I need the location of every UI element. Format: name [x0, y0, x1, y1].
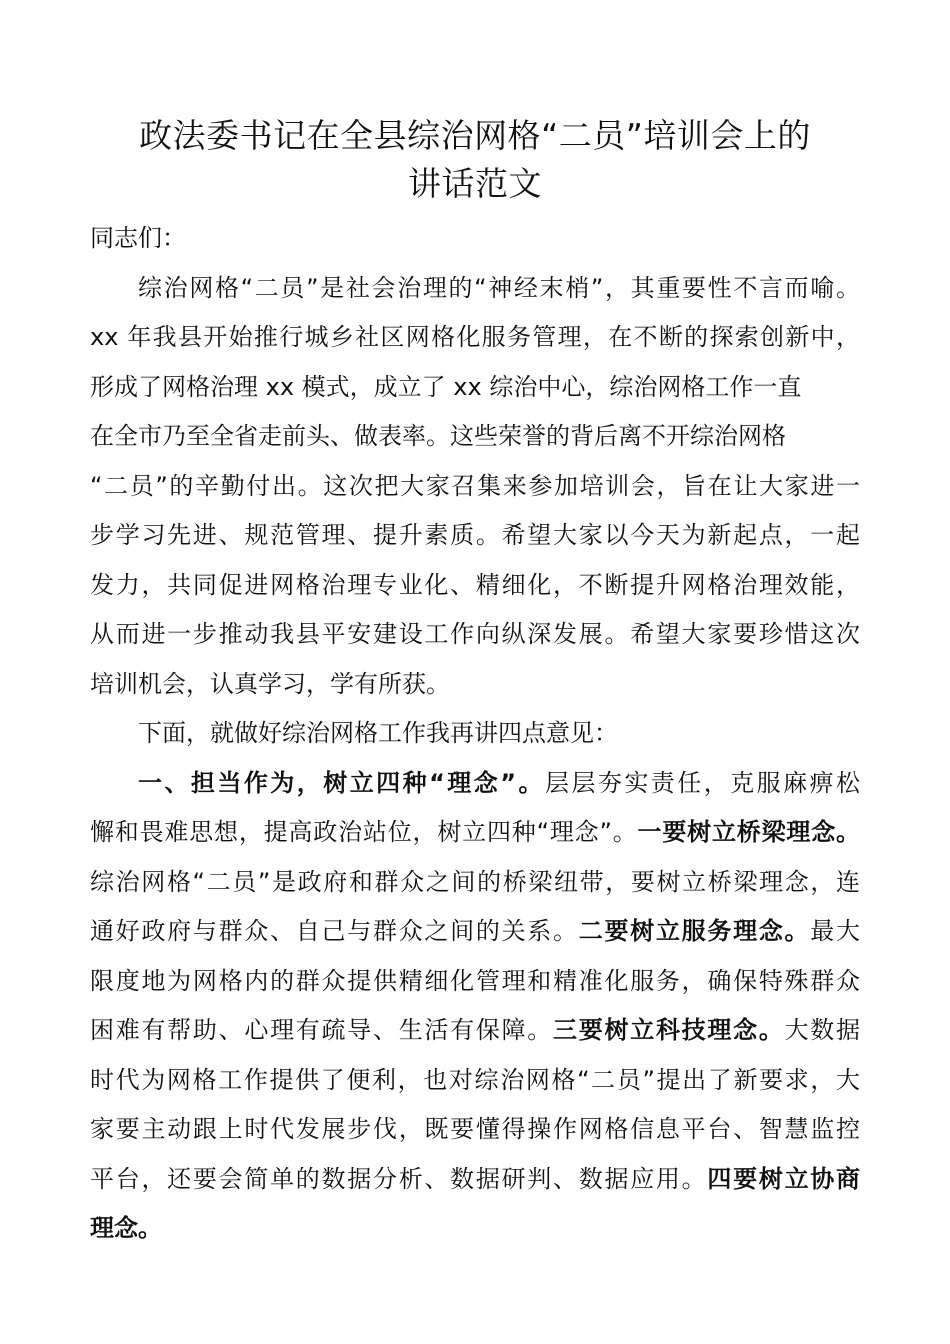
paragraph-line: 形成了网格治理 xx 模式，成立了 xx 综治中心，综治网格工作一直	[90, 372, 802, 401]
section-one	[90, 759, 860, 1254]
section-text: 平台，还要会简单的数据分析、数据研判、数据应用。	[90, 1164, 708, 1193]
document-page	[90, 112, 860, 1254]
paragraph-line: 综治网格“二员”是社会治理的“神经末梢”，其重要性不言而喻。	[138, 273, 860, 302]
section-line	[90, 808, 860, 858]
section-text: 层层夯实责任，克服麻痹松	[544, 768, 860, 797]
section-heading: 一、担当作为，树立四种“理念”。	[138, 768, 545, 797]
section-line	[90, 759, 860, 809]
section-line	[90, 1155, 860, 1205]
paragraph-line: 步学习先进、规范管理、提升素质。希望大家以今天为新起点，一起	[90, 521, 860, 549]
paragraph-line: 从而进一步推动我县平安建设工作向纵深发展。希望大家要珍惜这次	[90, 620, 860, 648]
paragraph-line: 在全市乃至全省走前头、做表率。这些荣誉的背后离不开综治网格	[90, 422, 786, 450]
paragraph-intro-points: 下面，就做好综治网格工作我再讲四点意见：	[138, 719, 618, 747]
section-line: 限度地为网格内的群众提供精细化管理和精准化服务，确保特殊群众	[90, 966, 860, 995]
document-title	[90, 112, 860, 208]
section-line: 时代为网格工作提供了便利，也对综治网格“二员”提出了新要求，大	[90, 1065, 860, 1094]
section-line	[90, 1006, 860, 1056]
section-line	[90, 1204, 860, 1254]
point-consultation-heading: 四要树立协商	[707, 1164, 860, 1193]
paragraph-line: “二员”的辛勤付出。这次把大家召集来参加培训会，旨在让大家进一	[90, 471, 860, 500]
section-text: 懈和畏难思想，提高政治站位，树立四种“理念”。	[90, 818, 638, 846]
section-line	[90, 907, 860, 957]
paragraph-line: xx 年我县开始推行城乡社区网格化服务管理，在不断的探索创新中，	[90, 323, 860, 351]
paragraph-opening	[90, 264, 860, 710]
point-service-heading: 二要树立服务理念。	[578, 917, 811, 945]
section-text: 最大	[810, 917, 860, 945]
point-bridge-heading: 一要树立桥梁理念。	[637, 818, 860, 846]
point-consultation-heading-end: 理念。	[90, 1214, 162, 1242]
title-line-2: 讲话范文	[408, 164, 542, 203]
section-text: 通好政府与群众、自己与群众之间的关系。	[90, 917, 579, 945]
section-text: 大数据	[784, 1016, 860, 1044]
section-line: 家要主动跟上时代发展步伐，既要懂得操作网格信息平台、智慧监控	[90, 1115, 860, 1143]
point-technology-heading: 三要树立科技理念。	[553, 1016, 785, 1044]
paragraph-line: 培训机会，认真学习，学有所获。	[90, 669, 450, 698]
salutation: 同志们：	[90, 224, 186, 252]
title-line-1: 政法委书记在全县综治网格“二员”培训会上的	[139, 116, 811, 155]
paragraph-line: 发力，共同促进网格治理专业化、精细化，不断提升网格治理效能，	[90, 570, 860, 599]
section-line: 综治网格“二员”是政府和群众之间的桥梁纽带，要树立桥梁理念，连	[90, 867, 860, 896]
section-text: 困难有帮助、心理有疏导、生活有保障。	[90, 1016, 554, 1044]
